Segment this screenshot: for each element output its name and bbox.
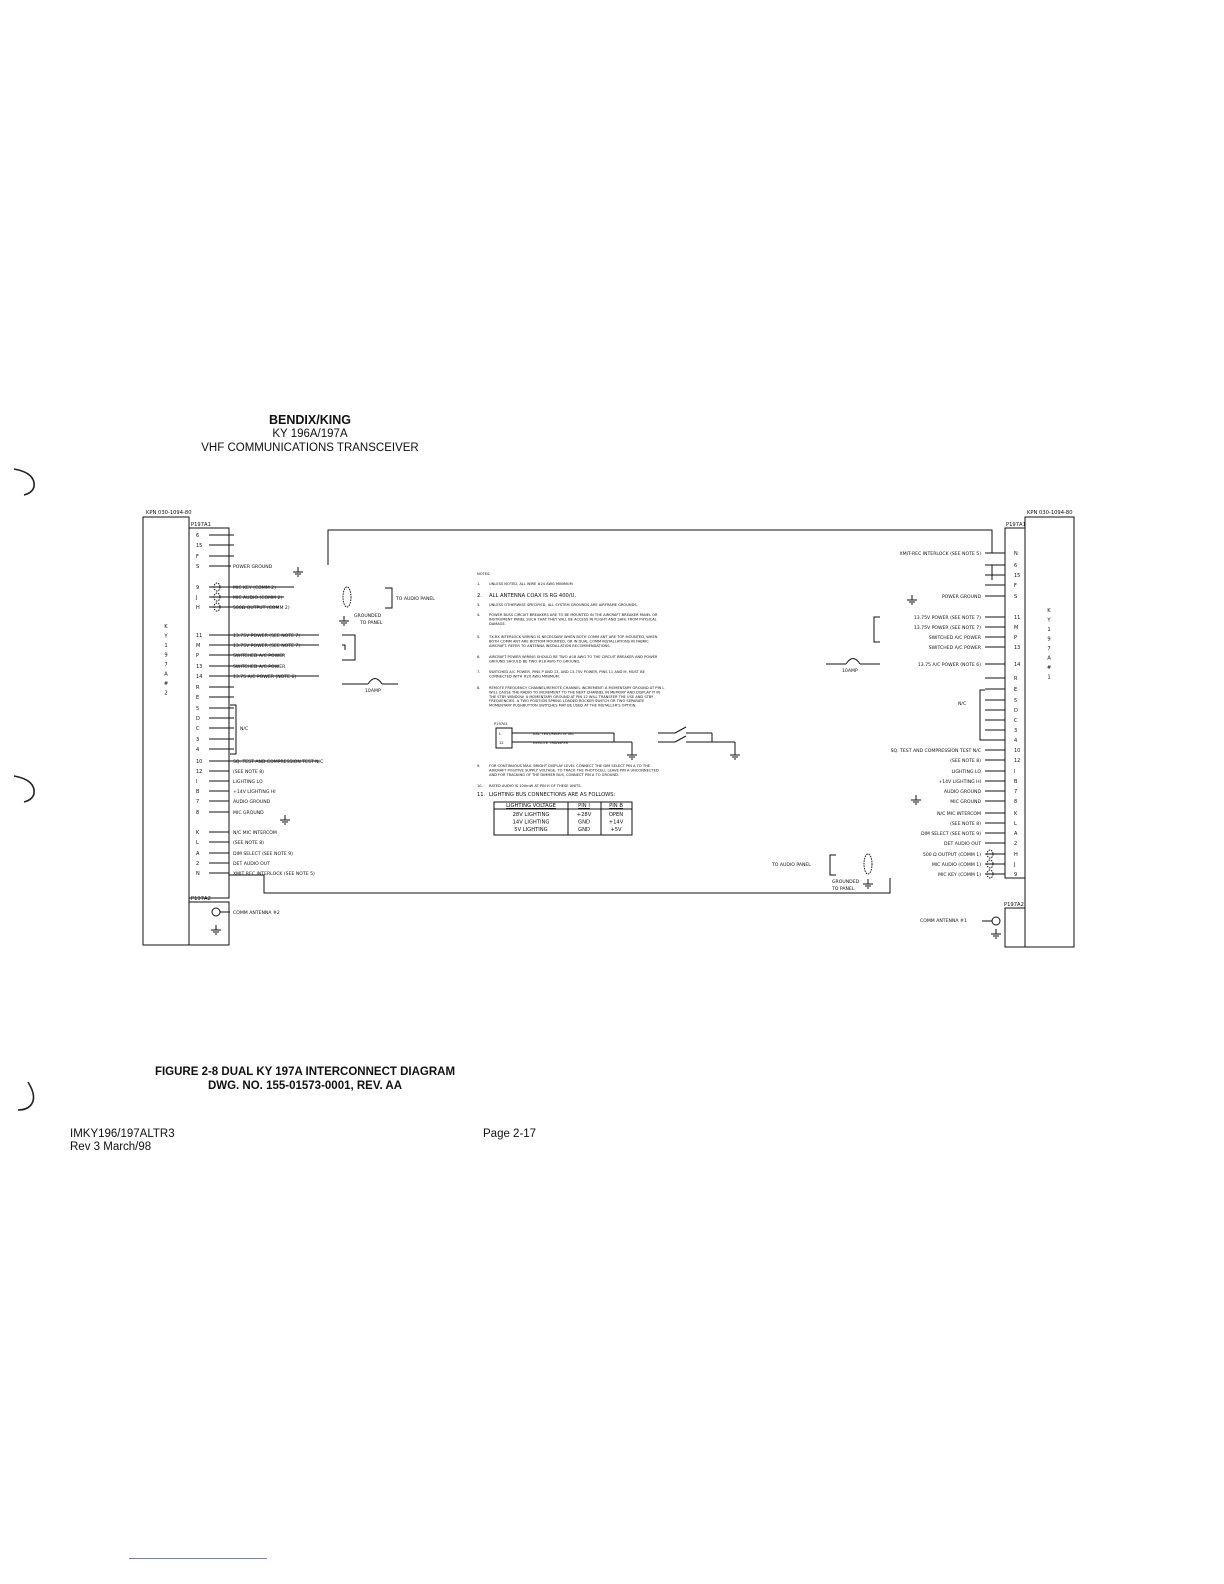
right-pin-id: D: [1014, 708, 1018, 714]
note-number: 7.: [477, 670, 481, 674]
right-unit-letter: 7: [1047, 646, 1051, 652]
left-unit-letter: #: [163, 681, 169, 687]
left-pin-label: 13.75V POWER (SEE NOTE 7): [233, 644, 301, 649]
left-pin-label: SWITCHED A/C POWER: [233, 654, 286, 659]
right-pin-label: MIC AUDIO (COMM 1): [931, 863, 981, 868]
left-pin-label: (SEE NOTE 8): [233, 841, 264, 846]
note8-pin: 12: [499, 741, 504, 745]
note-line: GROUND SHOULD BE TWO #18 AWG TO GROUND.: [489, 659, 581, 664]
note-number: 4.: [477, 613, 481, 617]
note-number: 11.: [477, 792, 486, 798]
right-pin-label: POWER GROUND: [941, 595, 981, 600]
right-pin-id: 11: [1014, 615, 1021, 621]
left-pin-id: 13: [196, 664, 203, 670]
left-pin-label: 13.75 A/C POWER (NOTE 6): [233, 675, 297, 680]
left-unit-letter: K: [164, 624, 168, 630]
left-kpn: KPN 030-1094-80: [146, 510, 192, 516]
right-antenna-icon: [992, 917, 1000, 925]
note-line: WILL CAUSE THE RADIO TO INCREMENT TO THE NEXT CHANNEL IN MEMORY AND DISPLAY IT IN: [489, 690, 661, 695]
right-unit-letter: 1: [1047, 627, 1051, 633]
left-unit-letter: A: [164, 671, 168, 678]
left-pin-id: J: [196, 595, 198, 601]
note-line: POWER BUSS CIRCUIT BREAKERS ARE TO BE MOUNTED IN THE AIRCRAFT BREAKER PANEL OR: [489, 613, 658, 617]
left-pin-id: 7: [196, 799, 200, 805]
left-connector-2-label: P197A2: [191, 896, 211, 902]
note-line: SWITCHED A/C POWER, PINS P AND 13, AND 13.75V POWER, PINS 11 AND M, MUST BE: [489, 670, 645, 674]
right-power-ground-icon: [907, 595, 917, 604]
footer-doc-info: [70, 1128, 175, 1154]
right-pin-id: 4: [1014, 738, 1018, 744]
right-antenna-ground-icon: [991, 929, 1001, 938]
left-pin-id: L: [196, 840, 199, 846]
note-line: REMOTE FREQUENCY CHANNEL/REMOTE CHANNEL INCREMENT: A MOMENTARY GROUND AT PIN L: [489, 686, 665, 690]
note-line: LIGHTING BUS CONNECTIONS ARE AS FOLLOWS:: [489, 792, 616, 798]
right-pin-id: B: [1014, 779, 1018, 785]
right-pin-label: LIGHTING LO: [951, 770, 981, 775]
right-unit-letter: 1: [1047, 674, 1051, 681]
note-line: INSTRUMENT PANEL SUCH THAT THEY WILL BE ACCESS IN FLIGHT AND SAFE FROM PHYSICAL: [489, 617, 657, 622]
right-pin-id: 10: [1014, 748, 1021, 754]
right-pin-id: 9: [1014, 872, 1018, 878]
right-grounded-label: GROUNDED: [832, 880, 860, 885]
right-pin-label: +14V LIGHTING HI: [938, 780, 981, 785]
right-pin-id: P: [1014, 635, 1018, 641]
right-pin-label: 13.75V POWER (SEE NOTE 7): [913, 626, 981, 631]
left-pin-label: AUDIO GROUND: [233, 800, 271, 805]
note-line: UNLESS OTHERWISE SPECIFIED, ALL SYSTEM GROUNDS ARE AIRFRAME GROUNDS.: [489, 603, 638, 607]
right-pin-label: SQ. TEST AND COMPRESSION TEST N/C: [890, 749, 981, 754]
note-line: AND FOR TRACKING OF THE DIMMER BUS, CONNECT PIN A TO GROUND.: [489, 772, 620, 777]
note-line: AIRCRAFT. REFER TO ANTENNA INSTALLATION RECOMMENDATIONS.: [489, 643, 611, 648]
right-connector-1-label: P197A1: [1006, 522, 1026, 528]
left-pin-label: LIGHTING LO: [233, 780, 263, 785]
lighting-table-cell: GND: [578, 819, 590, 826]
left-pin-id: C: [196, 726, 200, 732]
left-pin-id: H: [196, 605, 200, 611]
left-unit-letter: Y: [164, 633, 168, 640]
right-unit-box: [1025, 517, 1074, 947]
left-pin-id: A: [196, 851, 200, 857]
note-line: ALL ANTENNA COAX IS RG 400/U.: [489, 593, 577, 599]
right-10amp-label: 10AMP: [842, 669, 858, 674]
note-line: CONNECTED WITH #20 AWG MINIMUM.: [489, 674, 560, 679]
page-link-underline: [129, 1558, 267, 1559]
left-pin-label: SWITCHED A/C POWER: [233, 665, 286, 670]
left-unit-letter: 9: [164, 652, 168, 659]
right-pin-label: AUDIO GROUND: [943, 790, 981, 795]
left-shield-icon: [343, 587, 351, 607]
right-pin-id: M: [1014, 625, 1019, 631]
left-nc-label: N/C: [240, 727, 249, 732]
note-number: 8.: [477, 686, 481, 690]
left-pin-label: MIC GROUND: [233, 811, 264, 816]
left-pin-id: 14: [196, 674, 203, 680]
left-pin-id: S: [196, 564, 200, 570]
note-line: AIRCRAFT POSITIVE SUPPLY VOLTAGE. TO TRACK THE PHOTOCELL LEAVE PIN A UNCONNECTED: [489, 768, 659, 773]
right-pin-id: N: [1014, 551, 1018, 557]
right-pin-id: 14: [1014, 662, 1021, 668]
right-pin-id: R: [1014, 676, 1018, 682]
right-pin-id: 2: [1014, 841, 1018, 847]
right-nc-label: N/C: [958, 702, 967, 707]
note-line: BOTH COMM ANT ARE BOTTOM MOUNTED, OR IN DUAL COMM INSTALLATIONS IN FABRIC: [489, 639, 649, 644]
right-pin-id: 15: [1014, 573, 1021, 579]
left-pin-label: +14V LIGHTING HI: [233, 790, 276, 795]
note8-connector-label: P197A1: [494, 722, 508, 726]
right-pin-id: 5: [1014, 698, 1018, 704]
note-number: 10.: [477, 784, 483, 788]
note-line: THE STBY WINDOW. A MOMENTARY GROUND AT PIN 12 WILL TRANSFER THE USE AND STBY: [489, 694, 654, 699]
left-pin-label: 500Ω OUTPUT (COMM 2): [233, 606, 290, 611]
left-pin-label: DIM SELECT (SEE NOTE 9): [233, 852, 293, 857]
right-pin-id: L: [1014, 821, 1017, 827]
lighting-table-cell: 28V LIGHTING: [512, 812, 550, 818]
left-pin-id: 8: [196, 810, 200, 816]
right-shield-icon: [864, 854, 872, 874]
left-pin-id: 6: [196, 533, 200, 539]
note-number: 1.: [477, 582, 481, 586]
left-mic-ground-icon: [280, 815, 290, 824]
right-pin-id: 12: [1014, 758, 1021, 764]
left-grounded-label: GROUNDED: [354, 614, 382, 619]
left-pin-id: R: [196, 685, 200, 691]
lighting-table-cell: GND: [578, 827, 590, 833]
figure-caption: [150, 1065, 460, 1093]
right-antenna-label: COMM ANTENNA #1: [920, 919, 967, 924]
note-line: DAMAGE.: [489, 621, 506, 626]
left-pin-id: B: [196, 789, 200, 795]
left-pin-label: MIC KEY (COMM 2): [233, 586, 276, 591]
right-kpn: KPN 030-1094-80: [1027, 510, 1073, 516]
right-pin-id: K: [1014, 811, 1018, 817]
left-pin-label: (SEE NOTE 8): [233, 770, 264, 775]
right-pin-id: S: [1014, 594, 1018, 600]
left-pin-id: 4: [196, 747, 200, 753]
right-pin-id: 3: [1014, 728, 1018, 734]
notes-title: NOTES:: [477, 572, 491, 576]
right-to-audio-panel: TO AUDIO PANEL: [772, 863, 811, 868]
note-line: AIRCRAFT POWER WIRING SHOULD BE TWO #18 AWG TO THE CIRCUIT BREAKER AND POWER: [489, 655, 658, 659]
left-pin-id: F: [196, 554, 199, 560]
left-unit-letter: 1: [164, 643, 168, 649]
right-pin-label: 13.75 A/C POWER (NOTE 6): [917, 663, 981, 668]
right-mic-ground-icon: [911, 795, 921, 804]
right-pin-label: (SEE NOTE 8): [950, 759, 981, 764]
right-pin-id: A: [1014, 831, 1018, 837]
note-number: 3.: [477, 603, 481, 607]
right-unit-letter: A: [1047, 655, 1051, 662]
footer-revision: Rev 3 March/98: [70, 1141, 152, 1153]
right-unit-letter: 9: [1047, 636, 1051, 643]
right-audio-ground-icon: [863, 879, 873, 888]
right-unit-letter: #: [1046, 665, 1052, 671]
left-pin-id: 2: [196, 861, 200, 867]
right-pin-label: 500 Ω OUTPUT (COMM 1): [922, 853, 981, 858]
right-unit-letter: Y: [1047, 617, 1051, 624]
note-line: FREQUENCIES. A TWO POSITION SPRING LOADED ROCKER SWITCH OR TWO SEPARATE: [489, 699, 645, 704]
left-pin-id: 12: [196, 769, 203, 775]
right-pin-label: DET AUDIO OUT: [944, 842, 981, 847]
left-pin-id: 9: [196, 585, 200, 591]
left-unit-letter: 2: [164, 690, 168, 697]
right-pin-id: H: [1014, 852, 1018, 858]
right-pin-label: (SEE NOTE 8): [950, 822, 981, 827]
right-pin-id: 8: [1014, 799, 1018, 805]
lighting-table-header: LIGHTING VOLTAGE: [506, 803, 556, 809]
left-pin-label: XMIT REC INTERLOCK (SEE NOTE 5): [233, 872, 315, 877]
left-unit-letter: 7: [164, 662, 168, 668]
note-number: 2.: [477, 593, 482, 599]
left-antenna-ground-icon: [211, 925, 221, 934]
lighting-table-cell: OPEN: [608, 812, 624, 818]
brand-title: BENDIX/KING: [269, 413, 351, 427]
caption-line-1: FIGURE 2-8 DUAL KY 197A INTERCONNECT DIAGRAM: [154, 1066, 456, 1078]
caption-line-2: DWG. NO. 155-01573-0001, REV. AA: [207, 1080, 403, 1092]
left-antenna-label: COMM ANTENNA #2: [233, 911, 280, 916]
left-pin-label: SQ. TEST AND COMPRESSION TEST N/C: [233, 760, 324, 765]
left-pin-label: N/C MIC INTERCOM: [233, 831, 277, 836]
footer-doc-id: IMKY196/197ALTR3: [70, 1128, 175, 1140]
lighting-table-cell: 14V LIGHTING: [512, 819, 550, 826]
left-audio-ground-icon: [339, 616, 349, 625]
model-title: KY 196A/197A: [272, 428, 348, 440]
right-pin-label: SWITCHED A/C POWER: [928, 636, 981, 641]
note8-label: ASC TEST/REMOTE INC: [533, 732, 575, 736]
right-pin-id: E: [1014, 687, 1018, 693]
left-pin-id: P: [196, 653, 200, 659]
footer-page-number: Page 2-17: [483, 1128, 537, 1140]
right-pin-id: I: [1014, 769, 1016, 775]
right-pin-label: SWITCHED A/C POWER: [928, 646, 981, 651]
note-number: 6.: [477, 655, 481, 659]
left-to-panel-label: TO PANEL: [360, 621, 383, 626]
right-to-panel-label: TO PANEL: [832, 887, 855, 892]
left-pin-id: D: [196, 716, 200, 722]
note-line: FOR CONTINUOUS MAX. BRIGHT DISPLAY LEVEL CONNECT THE DIM SELECT PIN A TO THE: [489, 764, 651, 768]
note-line: UNLESS NOTED, ALL WIRE #24 AWG MINIMUM: [489, 582, 573, 586]
left-antenna-icon: [212, 908, 220, 916]
left-pin-id: 3: [196, 737, 200, 743]
left-pin-id: M: [196, 643, 201, 649]
note8-connector-box: [496, 728, 512, 748]
left-pin-id: K: [196, 830, 200, 836]
left-connector-p2: [189, 902, 229, 945]
right-connector-2-label: P197A2: [1004, 902, 1024, 908]
lighting-table-header: PIN B: [609, 803, 623, 809]
left-unit-box: [143, 517, 189, 945]
left-10amp-label: 10AMP: [365, 689, 381, 694]
right-pin-label: MIC KEY (COMM 1): [938, 873, 981, 878]
right-connector-p2: [1005, 908, 1025, 947]
right-pin-label: MIC GROUND: [950, 800, 981, 805]
lighting-table-header: PIN I: [578, 803, 590, 809]
right-pin-id: F: [1014, 583, 1017, 589]
right-pin-id: J: [1014, 862, 1016, 868]
note-line: RATED AUDIO IS 100mW AT PIN H OF THESE UNITS.: [489, 784, 582, 788]
right-pin-label: 13.75V POWER (SEE NOTE 7): [913, 616, 981, 621]
product-title: VHF COMMUNICATIONS TRANSCEIVER: [201, 442, 419, 454]
left-pin-id: I: [196, 779, 198, 785]
right-pin-label: XMIT-REC INTERLOCK (SEE NOTE 5): [899, 552, 981, 557]
left-pin-label: DET AUDIO OUT: [233, 862, 270, 867]
note8-pin: L: [499, 732, 502, 736]
right-pin-id: 6: [1014, 563, 1018, 569]
left-pin-label: POWER GROUND: [233, 565, 273, 570]
left-pin-id: 11: [196, 633, 203, 639]
left-pin-id: 15: [196, 543, 203, 549]
note8-ground-icon: [627, 750, 637, 759]
left-pin-id: 10: [196, 759, 203, 765]
right-pin-id: 13: [1014, 645, 1021, 651]
lighting-table-cell: +5V: [610, 827, 622, 833]
lighting-table-cell: 5V LIGHTING: [514, 827, 548, 833]
right-pin-label: DIM SELECT (SEE NOTE 9): [921, 832, 981, 837]
note-line: MOMENTARY PUSHBUTTON SWITCHES MAY BE USED AT THE INSTALLER'S OPTION.: [489, 703, 637, 708]
note8-label: REMOTE TRANSFER: [533, 741, 569, 745]
note8-ground-icon: [730, 750, 740, 759]
note-number: 5.: [477, 635, 481, 639]
note-number: 9.: [477, 764, 481, 768]
left-pin-id: 5: [196, 706, 200, 712]
right-unit-letter: K: [1047, 608, 1051, 614]
right-pin-id: C: [1014, 718, 1018, 724]
lighting-table-cell: +28V: [576, 812, 592, 818]
left-pin-label: 13.75V POWER (SEE NOTE 7): [233, 634, 301, 639]
left-connector-1-label: P197A1: [191, 522, 211, 528]
left-to-audio-panel: TO AUDIO PANEL: [396, 597, 435, 602]
left-pin-label: MIC AUDIO (COMM 2): [233, 596, 283, 601]
right-pin-id: 7: [1014, 789, 1018, 795]
left-power-ground-icon: [293, 567, 303, 576]
right-pin-label: N/C MIC INTERCOM: [937, 812, 981, 817]
note-line: TX-RX INTERLOCK WIRING IS NECESSARY WHEN BOTH COMM ANT ARE TOP MOUNTED, WHEN: [489, 635, 658, 639]
left-pin-id: E: [196, 695, 200, 701]
lighting-table-cell: +14V: [608, 819, 624, 826]
left-pin-id: N: [196, 871, 200, 877]
